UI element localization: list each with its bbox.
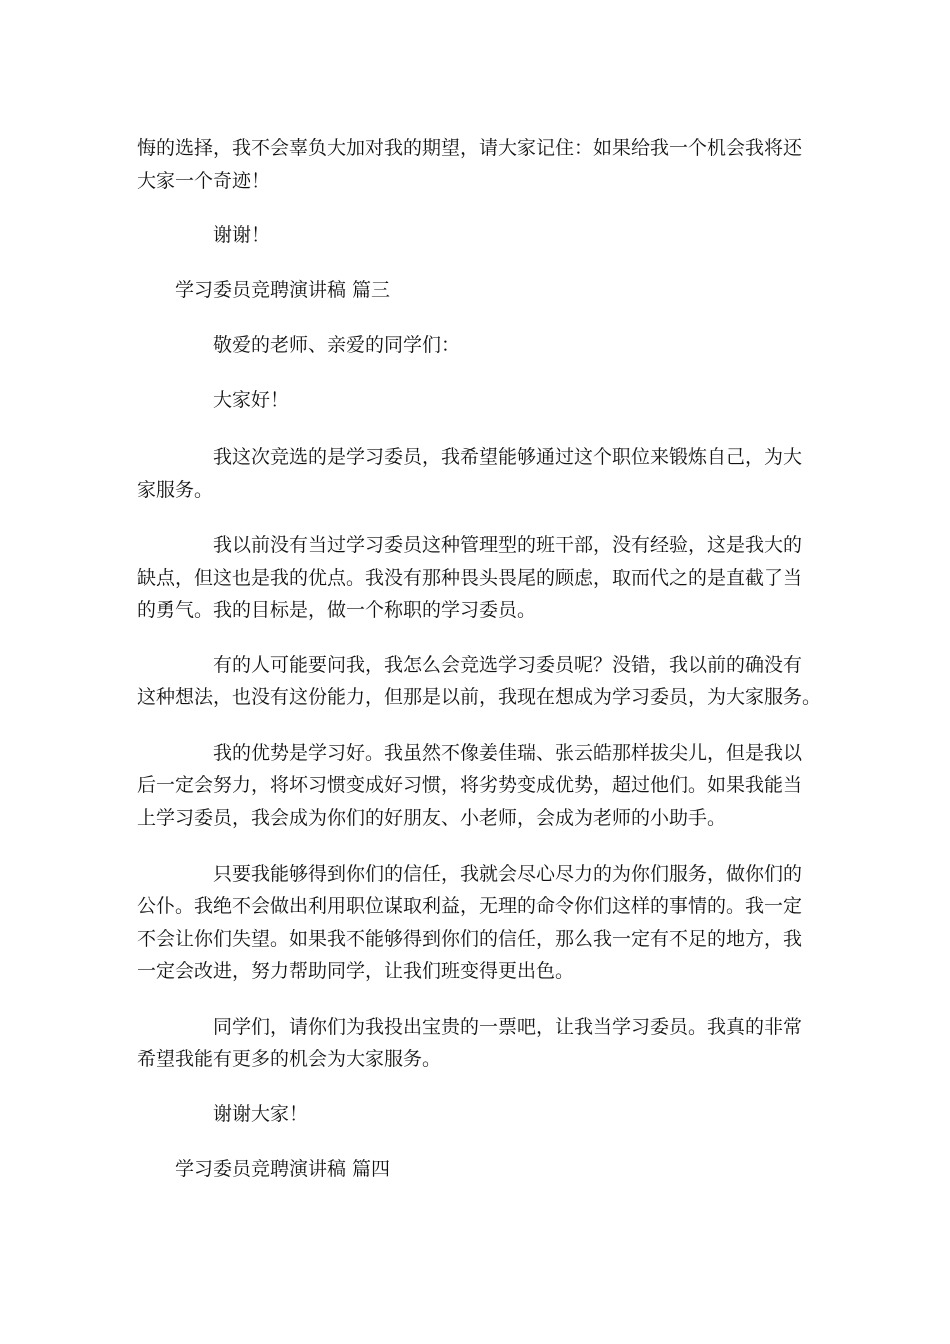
salutation: 敬爱的老师、亲爱的同学们：	[213, 334, 461, 356]
text-line: 的勇气。我的目标是，做一个称职的学习委员。	[137, 599, 537, 621]
section-heading: 学习委员竞聘演讲稿 篇三	[175, 279, 391, 301]
greeting: 大家好！	[213, 389, 290, 411]
text-line: 后一定会努力，将坏习惯变成好习惯，将劣势变成优势，超过他们。如果我能当	[137, 774, 803, 796]
text-line: 公仆。我绝不会做出利用职位谋取利益，无理的命令你们这样的事情的。我一定	[137, 895, 803, 917]
text-line: 一定会改进，努力帮助同学，让我们班变得更出色。	[137, 960, 575, 982]
text-line: 只要我能够得到你们的信任，我就会尽心尽力的为你们服务，做你们的	[213, 863, 803, 885]
text-line: 同学们，请你们为我投出宝贵的一票吧，让我当学习委员。我真的非常	[213, 1016, 803, 1038]
text-line: 悔的选择，我不会辜负大加对我的期望，请大家记住：如果给我一个机会我将还	[137, 137, 803, 159]
text-line: 谢谢！	[213, 224, 271, 246]
text-line: 大家一个奇迹！	[137, 170, 271, 192]
section-heading: 学习委员竞聘演讲稿 篇四	[175, 1158, 391, 1180]
closing: 谢谢大家！	[213, 1103, 309, 1125]
text-line: 希望我能有更多的机会为大家服务。	[137, 1048, 442, 1070]
text-line: 我的优势是学习好。我虽然不像姜佳瑞、张云皓那样拔尖儿，但是我以	[213, 742, 803, 764]
text-line: 有的人可能要问我，我怎么会竞选学习委员呢？没错，我以前的确没有	[213, 654, 803, 676]
text-line: 上学习委员，我会成为你们的好朋友、小老师，会成为老师的小助手。	[137, 807, 727, 829]
text-line: 这种想法，也没有这份能力，但那是以前，我现在想成为学习委员，为大家服务。	[137, 686, 822, 708]
text-line: 缺点，但这也是我的优点。我没有那种畏头畏尾的顾虑，取而代之的是直截了当	[137, 567, 803, 589]
text-line: 家服务。	[137, 479, 214, 501]
text-line: 我以前没有当过学习委员这种管理型的班干部，没有经验，这是我大的	[213, 534, 803, 556]
text-line: 不会让你们失望。如果我不能够得到你们的信任，那么我一定有不足的地方，我	[137, 928, 803, 950]
text-line: 我这次竞选的是学习委员，我希望能够通过这个职位来锻炼自己，为大	[213, 446, 803, 468]
